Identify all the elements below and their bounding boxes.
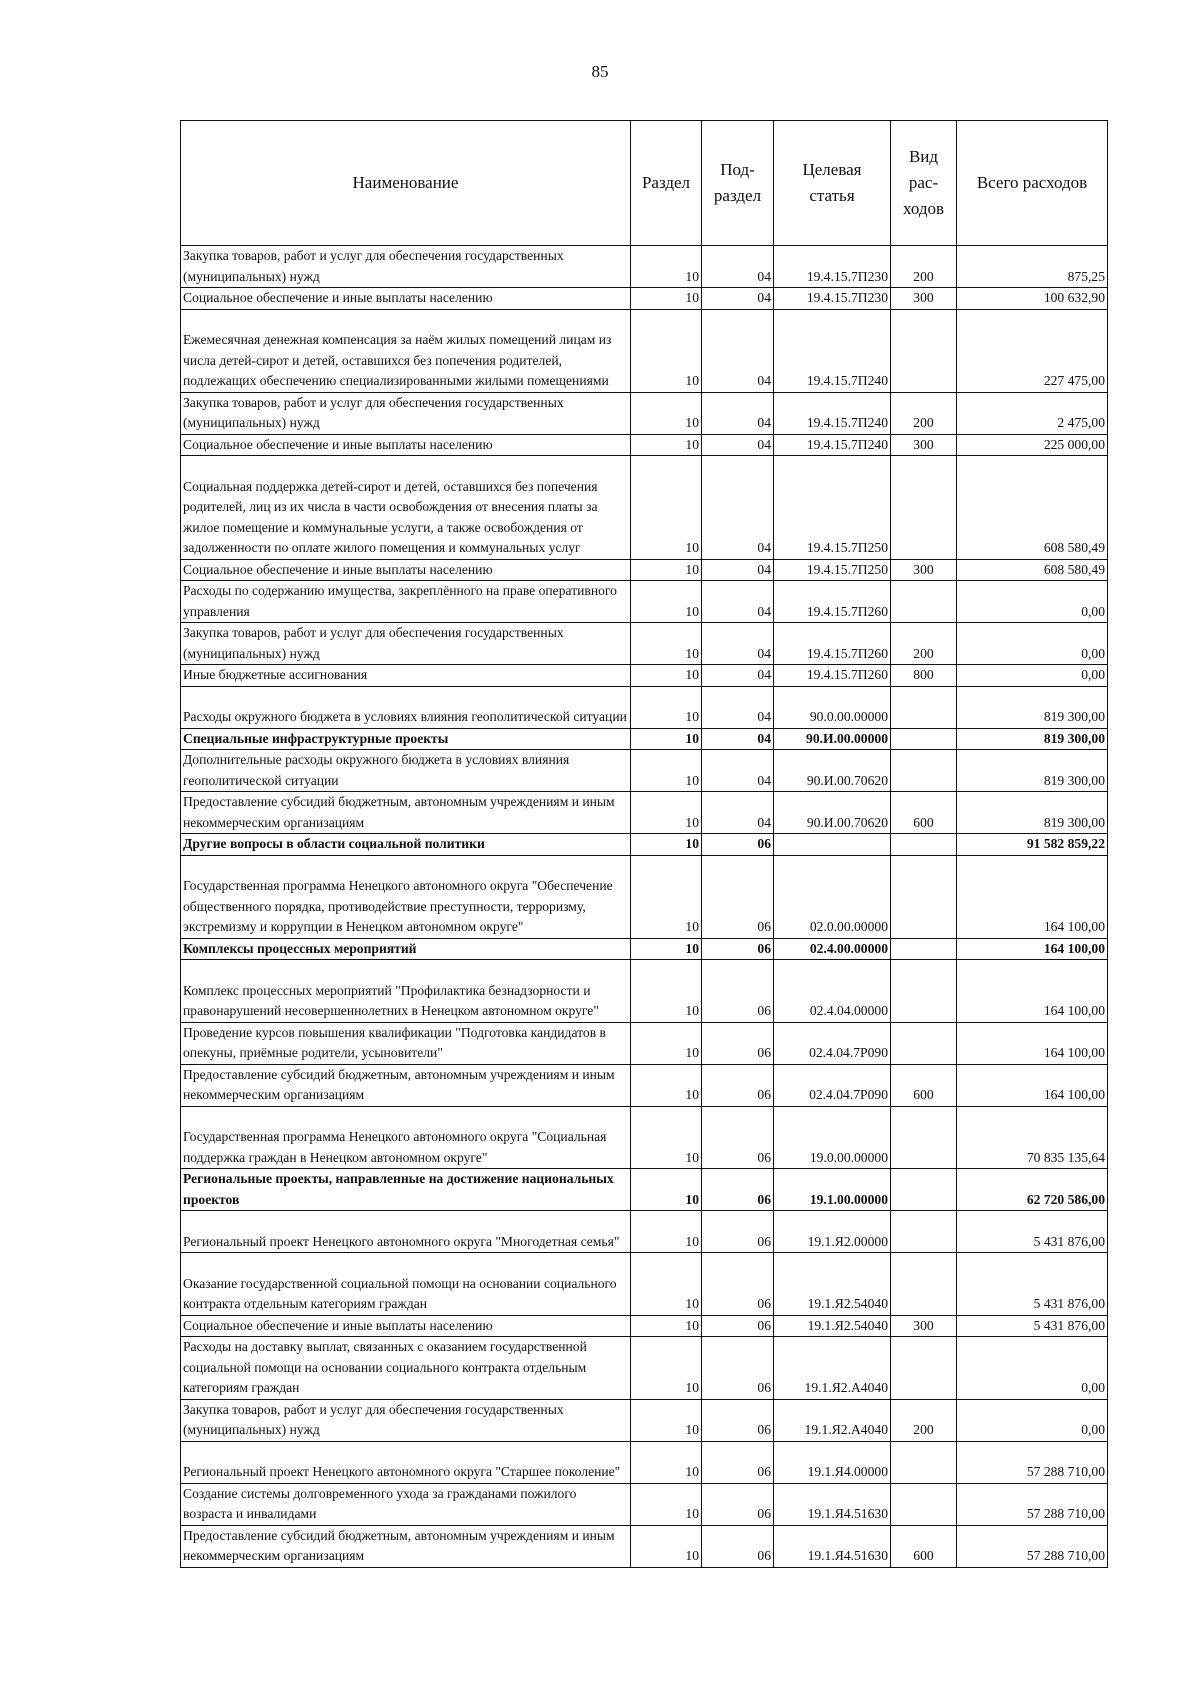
cell-target (774, 834, 891, 856)
header-total: Всего расходов (957, 121, 1108, 246)
cell-target: 19.1.00.00000 (774, 1169, 891, 1211)
cell-subsection: 06 (702, 1064, 774, 1106)
cell-kind (891, 1169, 957, 1211)
cell-section: 10 (631, 1106, 702, 1169)
table-row (181, 1169, 1108, 1211)
cell-target: 19.1.Я4.51630 (774, 1525, 891, 1567)
cell-total: 100 632,90 (957, 288, 1108, 310)
cell-subsection: 06 (702, 1106, 774, 1169)
cell-subsection: 06 (702, 1315, 774, 1337)
cell-target: 02.4.00.00000 (774, 938, 891, 960)
cell-name: Дополнительные расходы окружного бюджета в условиях влияния геополитической ситуации (181, 750, 631, 792)
cell-section: 10 (631, 792, 702, 834)
cell-subsection: 06 (702, 1169, 774, 1211)
cell-name: Закупка товаров, работ и услуг для обеспечения государственных (муниципальных) нужд (181, 392, 631, 434)
table-row (181, 392, 1108, 434)
cell-kind (891, 1106, 957, 1169)
cell-name: Социальная поддержка детей-сирот и детей, оставшихся без попечения родителей, лиц из их числа в части освобождения от внесения платы за жилое помещение и коммунальные услуги, а также освобождения от задолженности по оплате жилого помещения и коммунальных услуг (181, 456, 631, 560)
cell-kind (891, 686, 957, 728)
cell-kind: 600 (891, 792, 957, 834)
table-row (181, 728, 1108, 750)
cell-subsection: 04 (702, 665, 774, 687)
cell-subsection: 04 (702, 309, 774, 392)
cell-kind: 300 (891, 434, 957, 456)
cell-section: 10 (631, 1441, 702, 1483)
cell-kind (891, 750, 957, 792)
table-row (181, 623, 1108, 665)
cell-subsection: 04 (702, 623, 774, 665)
cell-name: Социальное обеспечение и иные выплаты населению (181, 288, 631, 310)
cell-section: 10 (631, 1337, 702, 1400)
cell-target: 19.4.15.7П240 (774, 392, 891, 434)
cell-target: 19.4.15.7П260 (774, 623, 891, 665)
cell-total: 57 288 710,00 (957, 1441, 1108, 1483)
cell-section: 10 (631, 1169, 702, 1211)
cell-kind: 200 (891, 246, 957, 288)
cell-subsection: 06 (702, 1253, 774, 1316)
cell-name: Региональный проект Ненецкого автономного округа "Старшее поколение" (181, 1441, 631, 1483)
cell-section: 10 (631, 1315, 702, 1337)
cell-target: 19.1.Я2.А4040 (774, 1337, 891, 1400)
cell-total: 62 720 586,00 (957, 1169, 1108, 1211)
table-row (181, 1022, 1108, 1064)
cell-name: Закупка товаров, работ и услуг для обеспечения государственных (муниципальных) нужд (181, 1399, 631, 1441)
cell-subsection: 06 (702, 834, 774, 856)
cell-total: 0,00 (957, 665, 1108, 687)
cell-target: 19.4.15.7П260 (774, 581, 891, 623)
cell-section: 10 (631, 1399, 702, 1441)
cell-kind (891, 581, 957, 623)
cell-section: 10 (631, 728, 702, 750)
cell-total: 5 431 876,00 (957, 1315, 1108, 1337)
cell-section: 10 (631, 623, 702, 665)
table-row (181, 288, 1108, 310)
cell-target: 19.1.Я2.54040 (774, 1253, 891, 1316)
cell-name: Закупка товаров, работ и услуг для обеспечения государственных (муниципальных) нужд (181, 623, 631, 665)
cell-target: 90.И.00.00000 (774, 728, 891, 750)
cell-section: 10 (631, 581, 702, 623)
cell-total: 164 100,00 (957, 1022, 1108, 1064)
header-kind: Вид рас- ходов (891, 121, 957, 246)
cell-kind (891, 1441, 957, 1483)
cell-target: 19.1.Я2.54040 (774, 1315, 891, 1337)
table-row (181, 309, 1108, 392)
header-target: Целевая статья (774, 121, 891, 246)
table-row (181, 1525, 1108, 1567)
cell-name: Расходы на доставку выплат, связанных с оказанием государственной социальной помощи на основании социального контракта отдельным категориям граждан (181, 1337, 631, 1400)
cell-section: 10 (631, 834, 702, 856)
cell-kind: 800 (891, 665, 957, 687)
cell-section: 10 (631, 288, 702, 310)
cell-total: 819 300,00 (957, 686, 1108, 728)
cell-section: 10 (631, 309, 702, 392)
table-row (181, 1253, 1108, 1316)
cell-subsection: 04 (702, 456, 774, 560)
cell-name: Комплексы процессных мероприятий (181, 938, 631, 960)
cell-total: 0,00 (957, 1337, 1108, 1400)
cell-total: 57 288 710,00 (957, 1525, 1108, 1567)
cell-total: 5 431 876,00 (957, 1253, 1108, 1316)
cell-subsection: 06 (702, 960, 774, 1023)
table-row (181, 1106, 1108, 1169)
cell-total: 875,25 (957, 246, 1108, 288)
table-row (181, 1441, 1108, 1483)
cell-section: 10 (631, 246, 702, 288)
cell-kind: 600 (891, 1064, 957, 1106)
cell-section: 10 (631, 1022, 702, 1064)
cell-section: 10 (631, 938, 702, 960)
table-body (181, 246, 1108, 1568)
cell-total: 70 835 135,64 (957, 1106, 1108, 1169)
cell-name: Предоставление субсидий бюджетным, автономным учреждениям и иным некоммерческим организациям (181, 1064, 631, 1106)
cell-name: Социальное обеспечение и иные выплаты населению (181, 1315, 631, 1337)
cell-subsection: 04 (702, 434, 774, 456)
cell-total: 819 300,00 (957, 792, 1108, 834)
cell-total: 608 580,49 (957, 456, 1108, 560)
cell-subsection: 06 (702, 855, 774, 938)
cell-subsection: 06 (702, 1337, 774, 1400)
cell-section: 10 (631, 1525, 702, 1567)
table-row (181, 246, 1108, 288)
table-row (181, 855, 1108, 938)
cell-kind (891, 960, 957, 1023)
table-row (181, 581, 1108, 623)
cell-name: Комплекс процессных мероприятий "Профилактика безнадзорности и правонарушений несовершеннолетних в Ненецком автономном округе" (181, 960, 631, 1023)
cell-subsection: 04 (702, 581, 774, 623)
table-row (181, 1315, 1108, 1337)
table-header-row (181, 121, 1108, 246)
cell-target: 02.4.04.00000 (774, 960, 891, 1023)
table-row (181, 750, 1108, 792)
cell-target: 19.4.15.7П240 (774, 434, 891, 456)
cell-kind: 300 (891, 1315, 957, 1337)
table-row (181, 1211, 1108, 1253)
cell-target: 19.4.15.7П250 (774, 559, 891, 581)
cell-name: Предоставление субсидий бюджетным, автономным учреждениям и иным некоммерческим организациям (181, 792, 631, 834)
cell-total: 91 582 859,22 (957, 834, 1108, 856)
cell-target: 90.И.00.70620 (774, 792, 891, 834)
cell-section: 10 (631, 434, 702, 456)
cell-name: Социальное обеспечение и иные выплаты населению (181, 559, 631, 581)
cell-section: 10 (631, 1211, 702, 1253)
cell-total: 164 100,00 (957, 855, 1108, 938)
table-row (181, 960, 1108, 1023)
cell-total: 608 580,49 (957, 559, 1108, 581)
cell-name: Иные бюджетные ассигнования (181, 665, 631, 687)
table-row (181, 1399, 1108, 1441)
header-name: Наименование (181, 121, 631, 246)
table-row (181, 1483, 1108, 1525)
cell-section: 10 (631, 1483, 702, 1525)
cell-name: Расходы по содержанию имущества, закреплённого на праве оперативного управления (181, 581, 631, 623)
cell-section: 10 (631, 855, 702, 938)
cell-name: Региональный проект Ненецкого автономного округа "Многодетная семья" (181, 1211, 631, 1253)
cell-target: 19.1.Я4.00000 (774, 1441, 891, 1483)
table-row (181, 434, 1108, 456)
cell-total: 225 000,00 (957, 434, 1108, 456)
cell-section: 10 (631, 665, 702, 687)
cell-kind (891, 456, 957, 560)
cell-name: Другие вопросы в области социальной политики (181, 834, 631, 856)
table-row (181, 665, 1108, 687)
cell-section: 10 (631, 686, 702, 728)
cell-total: 0,00 (957, 623, 1108, 665)
cell-kind: 300 (891, 559, 957, 581)
cell-section: 10 (631, 1253, 702, 1316)
cell-target: 19.1.Я2.А4040 (774, 1399, 891, 1441)
table-row (181, 834, 1108, 856)
cell-total: 5 431 876,00 (957, 1211, 1108, 1253)
cell-target: 19.4.15.7П250 (774, 456, 891, 560)
table-row (181, 792, 1108, 834)
cell-target: 19.0.00.00000 (774, 1106, 891, 1169)
header-subsection: Под- раздел (702, 121, 774, 246)
cell-target: 90.0.00.00000 (774, 686, 891, 728)
cell-name: Проведение курсов повышения квалификации "Подготовка кандидатов в опекуны, приёмные родители, усыновители" (181, 1022, 631, 1064)
cell-kind: 200 (891, 392, 957, 434)
cell-target: 19.1.Я4.51630 (774, 1483, 891, 1525)
cell-name: Региональные проекты, направленные на достижение национальных проектов (181, 1169, 631, 1211)
cell-name: Создание системы долговременного ухода за гражданами пожилого возраста и инвалидами (181, 1483, 631, 1525)
cell-section: 10 (631, 559, 702, 581)
table-row (181, 456, 1108, 560)
cell-kind (891, 1022, 957, 1064)
cell-total: 819 300,00 (957, 750, 1108, 792)
cell-total: 57 288 710,00 (957, 1483, 1108, 1525)
cell-subsection: 04 (702, 559, 774, 581)
cell-target: 19.4.15.7П230 (774, 246, 891, 288)
cell-kind (891, 938, 957, 960)
table-row (181, 1337, 1108, 1400)
cell-kind: 200 (891, 623, 957, 665)
cell-subsection: 06 (702, 1022, 774, 1064)
cell-kind (891, 309, 957, 392)
cell-subsection: 04 (702, 728, 774, 750)
cell-target: 02.4.04.7Р090 (774, 1022, 891, 1064)
cell-total: 0,00 (957, 1399, 1108, 1441)
cell-total: 164 100,00 (957, 960, 1108, 1023)
cell-name: Государственная программа Ненецкого автономного округа "Социальная поддержка граждан в Ненецком автономном округе" (181, 1106, 631, 1169)
cell-subsection: 06 (702, 1525, 774, 1567)
cell-subsection: 04 (702, 288, 774, 310)
cell-target: 02.0.00.00000 (774, 855, 891, 938)
cell-total: 164 100,00 (957, 1064, 1108, 1106)
cell-kind (891, 834, 957, 856)
cell-name: Специальные инфраструктурные проекты (181, 728, 631, 750)
cell-subsection: 06 (702, 1399, 774, 1441)
cell-name: Закупка товаров, работ и услуг для обеспечения государственных (муниципальных) нужд (181, 246, 631, 288)
cell-section: 10 (631, 392, 702, 434)
cell-subsection: 04 (702, 750, 774, 792)
cell-kind (891, 855, 957, 938)
cell-subsection: 06 (702, 1441, 774, 1483)
cell-target: 19.4.15.7П260 (774, 665, 891, 687)
cell-kind (891, 1337, 957, 1400)
page-number: 85 (591, 62, 609, 81)
cell-target: 02.4.04.7Р090 (774, 1064, 891, 1106)
table-row (181, 686, 1108, 728)
cell-total: 2 475,00 (957, 392, 1108, 434)
cell-section: 10 (631, 750, 702, 792)
cell-kind: 600 (891, 1525, 957, 1567)
cell-section: 10 (631, 456, 702, 560)
cell-subsection: 06 (702, 1211, 774, 1253)
cell-name: Социальное обеспечение и иные выплаты населению (181, 434, 631, 456)
cell-subsection: 04 (702, 246, 774, 288)
cell-target: 19.4.15.7П230 (774, 288, 891, 310)
cell-subsection: 04 (702, 792, 774, 834)
cell-subsection: 06 (702, 938, 774, 960)
cell-kind (891, 1483, 957, 1525)
cell-total: 819 300,00 (957, 728, 1108, 750)
cell-total: 164 100,00 (957, 938, 1108, 960)
cell-name: Ежемесячная денежная компенсация за наём жилых помещений лицам из числа детей-сирот и детей, оставшихся без попечения родителей, подлежащих обеспечению специализированными жилыми помещениями (181, 309, 631, 392)
table-row (181, 559, 1108, 581)
cell-kind (891, 1211, 957, 1253)
cell-target: 90.И.00.70620 (774, 750, 891, 792)
table-row (181, 938, 1108, 960)
header-section: Раздел (631, 121, 702, 246)
cell-name: Расходы окружного бюджета в условиях влияния геополитической ситуации (181, 686, 631, 728)
cell-subsection: 04 (702, 686, 774, 728)
cell-name: Государственная программа Ненецкого автономного округа "Обеспечение общественного порядка, противодействие преступности, терроризму, экстремизму и коррупции в Ненецком автономном округе" (181, 855, 631, 938)
cell-section: 10 (631, 1064, 702, 1106)
cell-total: 0,00 (957, 581, 1108, 623)
table-row (181, 1064, 1108, 1106)
cell-name: Предоставление субсидий бюджетным, автономным учреждениям и иным некоммерческим организациям (181, 1525, 631, 1567)
cell-target: 19.4.15.7П240 (774, 309, 891, 392)
cell-kind (891, 1253, 957, 1316)
cell-kind: 300 (891, 288, 957, 310)
cell-name: Оказание государственной социальной помощи на основании социального контракта отдельным категориям граждан (181, 1253, 631, 1316)
cell-section: 10 (631, 960, 702, 1023)
cell-subsection: 06 (702, 1483, 774, 1525)
cell-kind: 200 (891, 1399, 957, 1441)
cell-total: 227 475,00 (957, 309, 1108, 392)
cell-target: 19.1.Я2.00000 (774, 1211, 891, 1253)
budget-table (180, 120, 1108, 1568)
cell-subsection: 04 (702, 392, 774, 434)
cell-kind (891, 728, 957, 750)
